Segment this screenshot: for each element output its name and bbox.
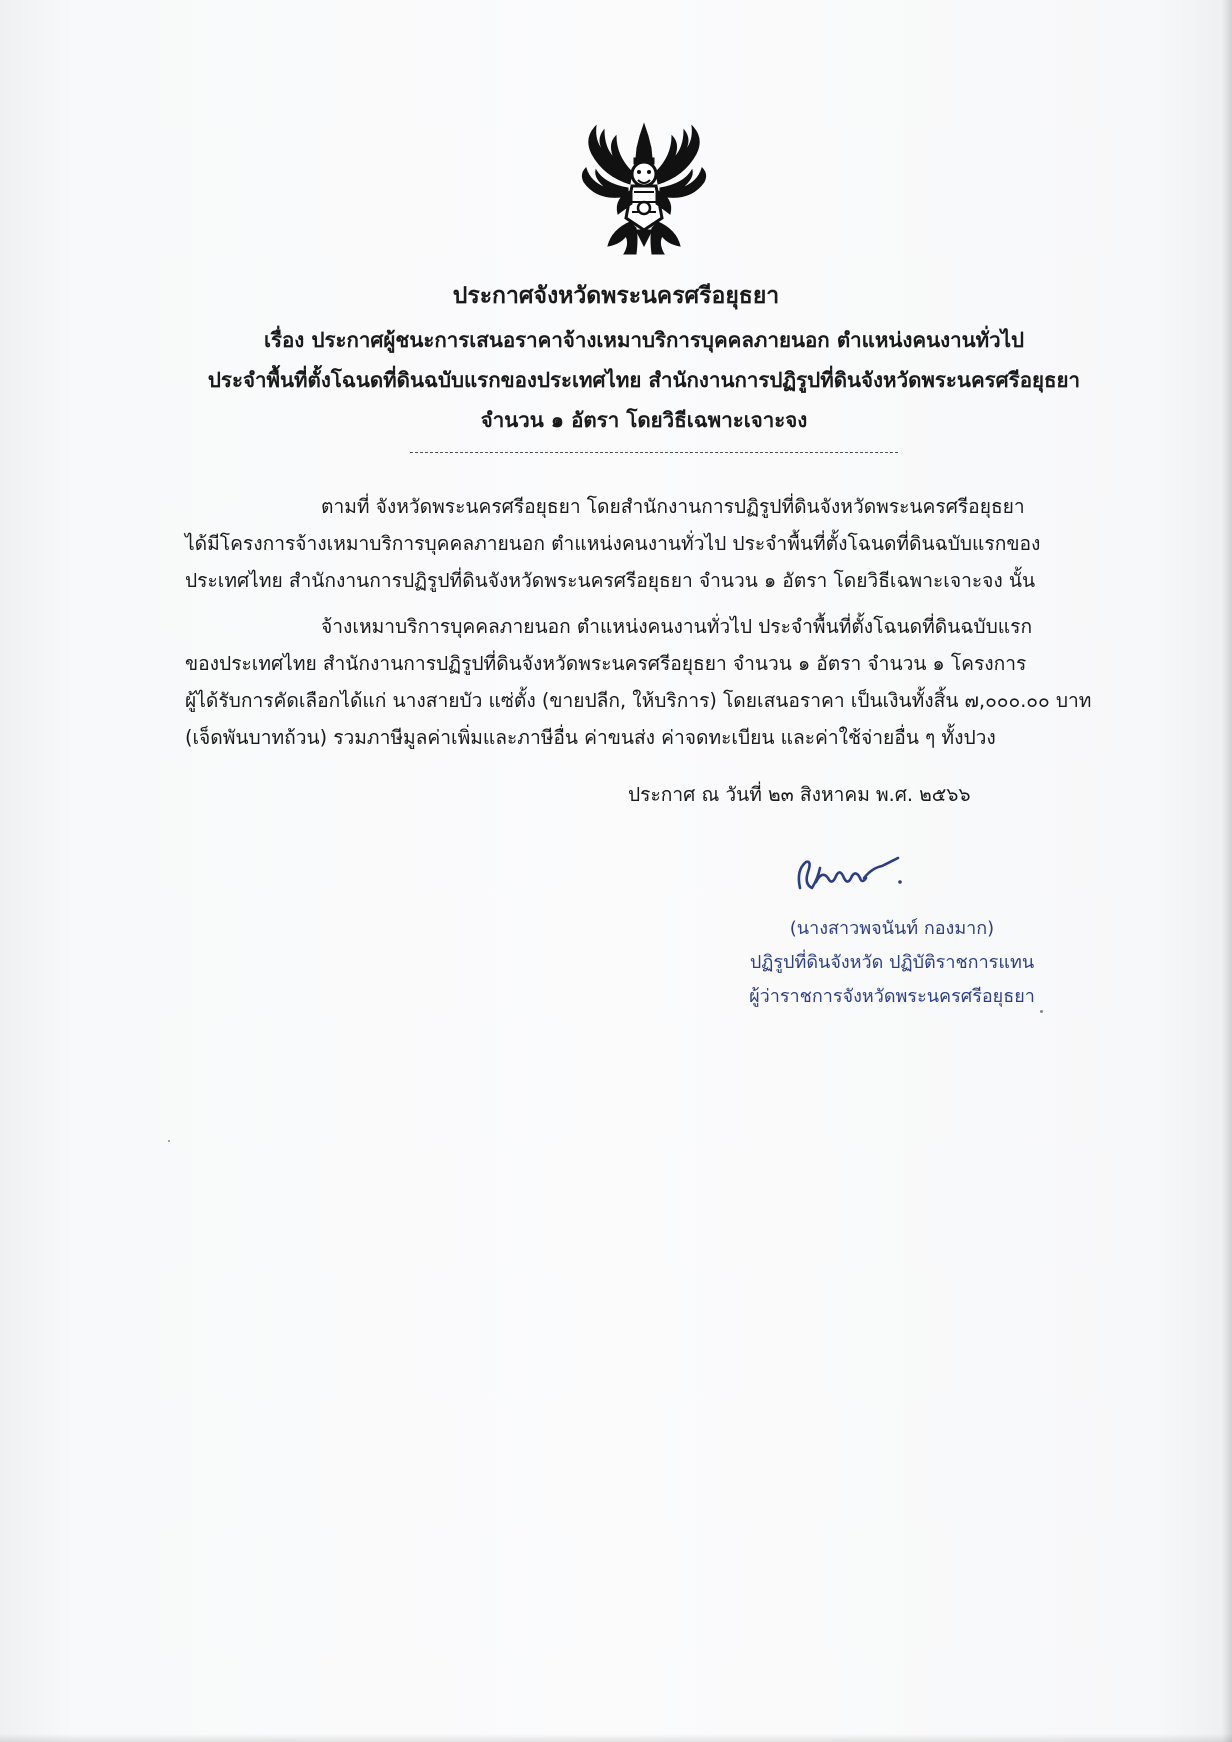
- scan-speck: [1040, 1010, 1043, 1013]
- paragraph-line: ผู้ได้รับการคัดเลือกได้แก่ นางสายบัว แซ่ตั้ง (ขายปลีก, ให้บริการ) โดยเสนอราคา เป็นเงินทั้งสิ้น ๗,๐๐๐.๐๐ บาท: [185, 689, 1092, 712]
- paragraph-2: [185, 608, 1125, 756]
- paragraph-line: ของประเทศไทย สำนักงานการปฏิรูปที่ดินจังหวัดพระนครศรีอยุธยา จำนวน ๑ อัตรา จำนวน ๑ โครงการ: [185, 652, 1027, 675]
- subject-line: เรื่อง ประกาศผู้ชนะการเสนอราคาจ้างเหมาบริการบุคคลภายนอก ตำแหน่งคนงานทั่วไป: [263, 328, 1025, 352]
- paragraph-line: จ้างเหมาบริการบุคคลภายนอก ตำแหน่งคนงานทั่วไป ประจำพื้นที่ตั้งโฉนดที่ดินฉบับแรก: [321, 615, 1033, 638]
- separator-line: [410, 452, 898, 453]
- page-edge-shadow: [0, 1734, 1232, 1742]
- signer-name: (นางสาวพจนันท์ กองมาก): [789, 918, 995, 939]
- scan-speck: [168, 1140, 170, 1142]
- garuda-emblem-icon: [574, 118, 714, 260]
- announcement-title: ประกาศจังหวัดพระนครศรีอยุธยา: [452, 283, 780, 309]
- paragraph-line: ได้มีโครงการจ้างเหมาบริการบุคคลภายนอก ตำแหน่งคนงานทั่วไป ประจำพื้นที่ตั้งโฉนดที่ดินฉบับแรกของ: [185, 532, 1041, 555]
- paragraph-1: [185, 488, 1125, 599]
- paragraph-line: ประเทศไทย สำนักงานการปฏิรูปที่ดินจังหวัดพระนครศรีอยุธยา จำนวน ๑ อัตรา โดยวิธีเฉพาะเจาะจง นั้น: [185, 569, 1036, 592]
- signer-block: [692, 912, 1092, 1014]
- subject-block: [180, 320, 1108, 440]
- paragraph-line: ตามที่ จังหวัดพระนครศรีอยุธยา โดยสำนักงานการปฏิรูปที่ดินจังหวัดพระนครศรีอยุธยา: [321, 495, 1025, 518]
- paragraph-line: (เจ็ดพันบาทถ้วน) รวมภาษีมูลค่าเพิ่มและภาษีอื่น ค่าขนส่ง ค่าจดทะเบียน และค่าใช้จ่ายอื่น ๆ ทั้งปวง: [185, 726, 996, 749]
- page-edge-shadow: [1222, 0, 1232, 1742]
- signer-position: ปฏิรูปที่ดินจังหวัด ปฏิบัติราชการแทน: [749, 952, 1035, 973]
- announcement-date: ประกาศ ณ วันที่ ๒๓ สิงหาคม พ.ศ. ๒๕๖๖: [628, 783, 971, 806]
- subject-line: ประจำพื้นที่ตั้งโฉนดที่ดินฉบับแรกของประเทศไทย สำนักงานการปฏิรูปที่ดินจังหวัดพระนครศรีอยุธยา: [207, 368, 1081, 392]
- subject-line: จำนวน ๑ อัตรา โดยวิธีเฉพาะเจาะจง: [480, 408, 808, 432]
- signer-title: ผู้ว่าราชการจังหวัดพระนครศรีอยุธยา: [749, 986, 1035, 1007]
- handwritten-signature: [786, 848, 916, 902]
